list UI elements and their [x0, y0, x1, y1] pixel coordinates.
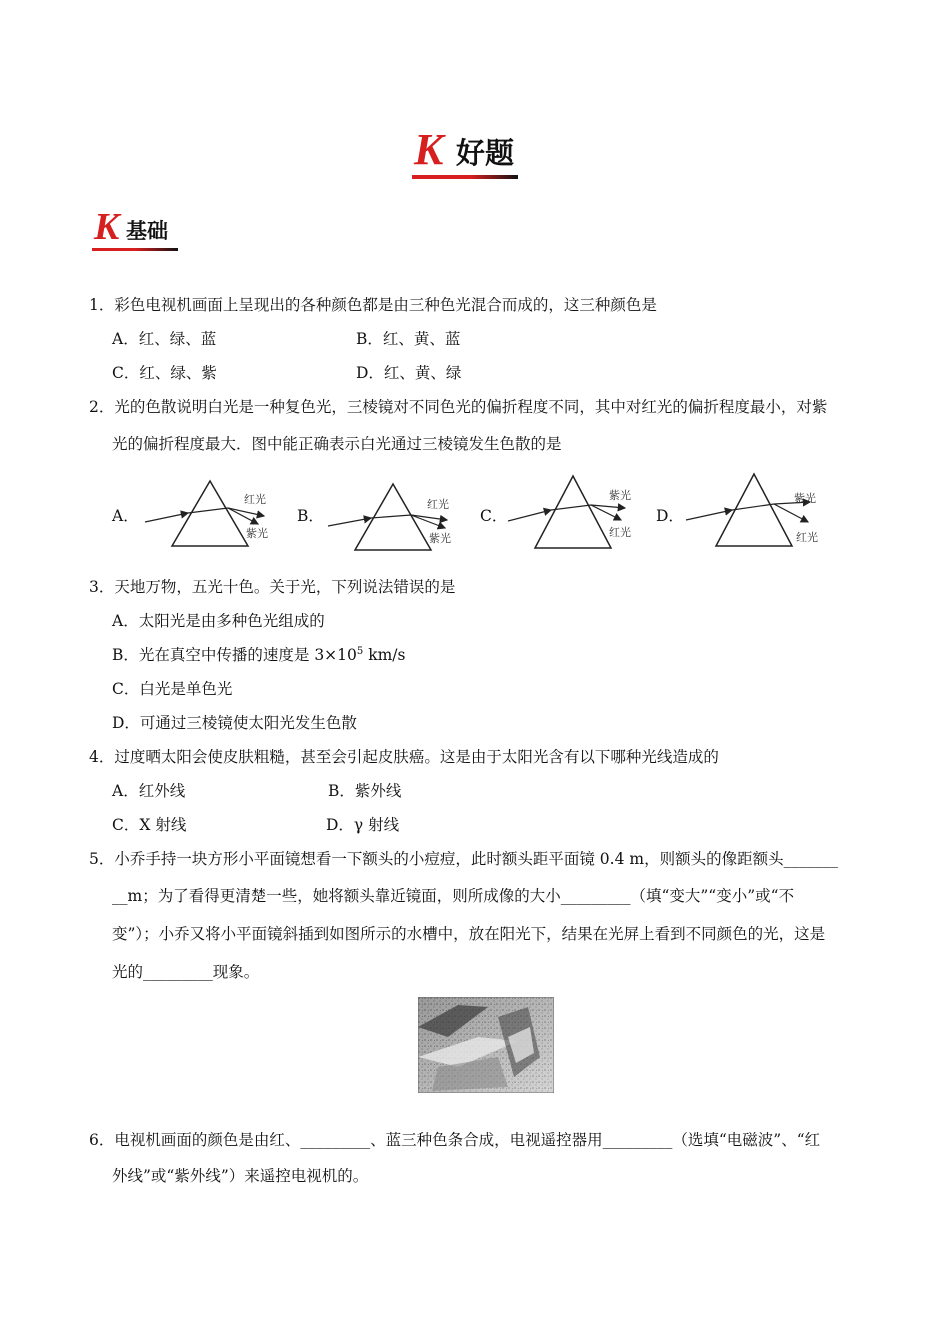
q3-option-b: [112, 645, 405, 665]
q4-option-b: B．紫外线: [328, 782, 402, 800]
q2-option-a-label: A．: [112, 507, 139, 525]
prism-triangle: [716, 474, 792, 546]
q2-option-d-label: D．: [656, 507, 684, 525]
section-heading: [92, 208, 182, 256]
section-title: 基础: [126, 218, 168, 243]
prism-diagram-c: [505, 472, 645, 552]
q3-option-b-text: B．光在真空中传播的速度是 3×10: [112, 646, 357, 664]
q5-stem-line4: 光的_________现象。: [112, 963, 260, 981]
label-violet-light: 紫光: [794, 492, 816, 505]
q3-option-c: C．白光是单色光: [112, 680, 233, 698]
header-underline: [412, 175, 518, 179]
label-red-light: 红光: [609, 526, 631, 539]
q1-option-d: D．红、黄、绿: [356, 364, 462, 382]
q6-stem-line2: 外线”或“紫外线”）来遥控电视机的。: [112, 1167, 369, 1185]
label-violet-light: 紫光: [429, 532, 451, 545]
q5-stem-line1: 5．小乔手持一块方形小平面镜想看一下额头的小痘痘，此时额头距平面镜 0.4 m，则额头的像距额头_______: [89, 850, 838, 868]
q1-stem: 1．彩色电视机画面上呈现出的各种颜色都是由三种色光混合而成的，这三种颜色是: [89, 296, 657, 314]
prism-diagram-d: [682, 470, 832, 550]
q4-option-d: D．γ 射线: [326, 816, 400, 834]
q2-option-c-label: C．: [480, 507, 508, 525]
q2-stem-line2: 光的偏折程度最大．图中能正确表示白光通过三棱镜发生色散的是: [112, 435, 562, 453]
q3-stem: 3．天地万物，五光十色。关于光，下列说法错误的是: [89, 578, 456, 596]
q2-stem-line1: 2．光的色散说明白光是一种复色光，三棱镜对不同色光的偏折程度不同，其中对红光的偏折程度最小，对紫: [89, 398, 828, 416]
q3-option-b-unit: km/s: [363, 646, 406, 664]
page-header: [412, 125, 520, 182]
label-red-light: 红光: [796, 531, 818, 544]
header-k-logo: K: [414, 125, 444, 174]
q4-stem: 4．过度晒太阳会使皮肤粗糙，甚至会引起皮肤癌。这是由于太阳光含有以下哪种光线造成的: [89, 748, 719, 766]
label-red-light: 红光: [427, 498, 449, 511]
q4-option-c: C．X 射线: [112, 816, 187, 834]
prism-diagram-a: [140, 476, 280, 551]
q2-option-b-label: B．: [297, 507, 324, 525]
q3-option-a: A．太阳光是由多种色光组成的: [112, 612, 325, 630]
prism-triangle: [355, 484, 431, 550]
section-underline: [92, 248, 178, 251]
label-red-light: 红光: [244, 493, 266, 506]
q1-option-c: C．红、绿、紫: [112, 364, 217, 382]
q3-option-d: D．可通过三棱镜使太阳光发生色散: [112, 714, 357, 732]
q6-stem-line1: 6．电视机画面的颜色是由红、_________、蓝三种色条合成，电视遥控器用_________（选填“电磁波”、“红: [89, 1131, 821, 1149]
label-violet-light: 紫光: [609, 489, 631, 502]
header-title: 好题: [456, 136, 515, 170]
q3-option-b-exponent: 5: [356, 645, 364, 657]
q5-stem-line2: __m；为了看得更清楚一些，她将额头靠近镜面，则所成像的大小_________（填“变大”“变小”或“不: [112, 887, 795, 905]
prism-diagram-b: [325, 478, 465, 553]
label-violet-light: 紫光: [246, 527, 268, 540]
water-tank-mirror-photo: [418, 997, 554, 1093]
q4-option-a: A．红外线: [112, 782, 186, 800]
prism-triangle: [535, 476, 611, 548]
q1-option-a: A．红、绿、蓝: [112, 330, 217, 348]
q1-option-b: B．红、黄、蓝: [356, 330, 461, 348]
section-k-logo: K: [94, 206, 120, 248]
q5-stem-line3: 变”）；小乔又将小平面镜斜插到如图所示的水槽中，放在阳光下，结果在光屏上看到不同颜色的光，这是: [112, 925, 826, 943]
